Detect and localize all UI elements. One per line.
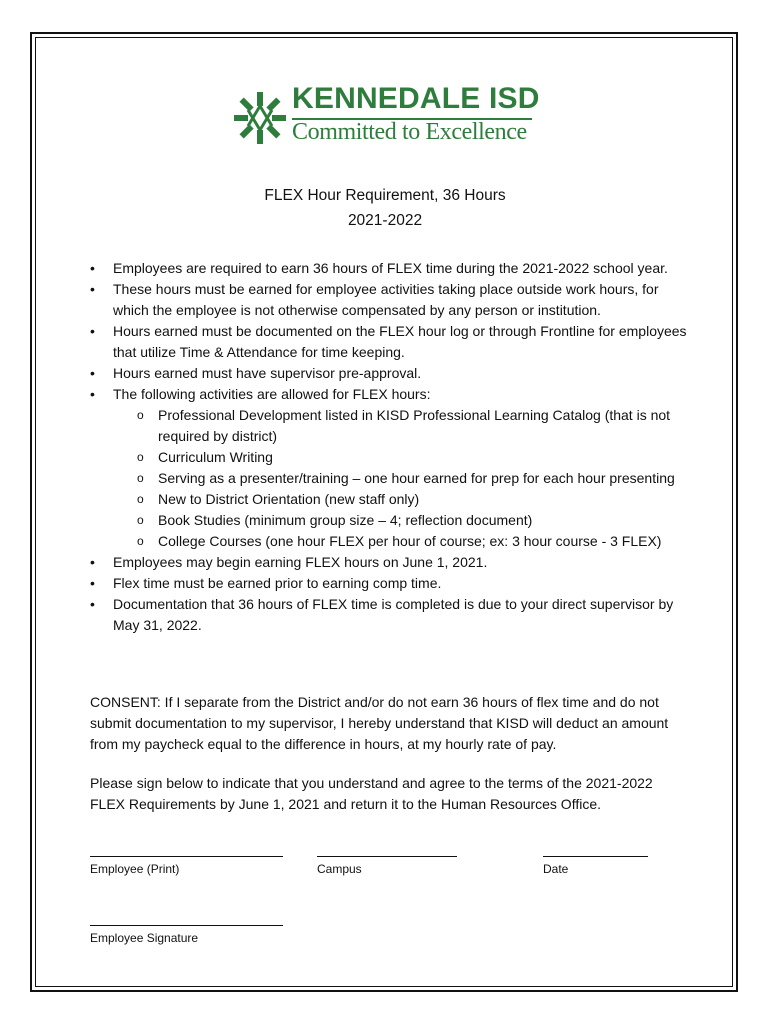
- employee-print-label: Employee (Print): [90, 862, 180, 876]
- district-emblem-icon: [234, 84, 286, 148]
- list-item: • Hours earned must be documented on the FLEX hour log or through Frontline for employees that utilize Time & Attendance for time keeping.: [88, 321, 688, 363]
- district-tagline: Committed to Excellence: [292, 119, 527, 145]
- list-item: • These hours must be earned for employee activities taking place outside work hours, for which the employee is not otherwise compensated by any person or institution.: [88, 279, 688, 321]
- employee-signature-label: Employee Signature: [90, 931, 199, 945]
- sub-list-item: o Curriculum Writing: [113, 447, 688, 468]
- sub-list-item: o College Courses (one hour FLEX per hour of course; ex: 3 hour course - 3 FLEX): [113, 531, 688, 552]
- sub-list-item: o Professional Development listed in KISD Professional Learning Catalog (that is not required by district): [113, 405, 688, 447]
- consent-paragraph: CONSENT: If I separate from the District and/or do not earn 36 hours of flex time and do not submit documentation to my supervisor, I hereby understand that KISD will deduct an amount from my paycheck equal to the difference in hours, at my hourly rate of pay.: [90, 694, 669, 752]
- requirements-list: [88, 258, 688, 636]
- list-item: • Employees are required to earn 36 hours of FLEX time during the 2021-2022 school year.: [88, 258, 688, 279]
- employee-signature-line[interactable]: [90, 925, 283, 926]
- sub-list-item: o Serving as a presenter/training – one hour earned for prep for each hour presenting: [113, 468, 688, 489]
- date-label: Date: [543, 862, 569, 876]
- document-title: FLEX Hour Requirement, 36 Hours: [264, 187, 506, 204]
- document-year: 2021-2022: [347, 212, 423, 229]
- date-line[interactable]: [543, 856, 648, 857]
- district-logo: [234, 82, 540, 152]
- campus-line[interactable]: [317, 856, 457, 857]
- list-item: • Hours earned must have supervisor pre-approval.: [88, 363, 688, 384]
- campus-label: Campus: [317, 862, 362, 876]
- sub-list-item: o New to District Orientation (new staff only): [113, 489, 688, 510]
- list-item: • The following activities are allowed for FLEX hours:: [88, 384, 688, 405]
- district-name: KENNEDALE ISD: [292, 82, 540, 115]
- list-item: • Flex time must be earned prior to earning comp time.: [88, 573, 688, 594]
- sub-list-item: o Book Studies (minimum group size – 4; reflection document): [113, 510, 688, 531]
- sign-instruction-paragraph: Please sign below to indicate that you understand and agree to the terms of the 2021-2022 FLEX Requirements by June 1, 2021 and return it to the Human Resources Office.: [90, 775, 653, 812]
- list-item: • Documentation that 36 hours of FLEX time is completed is due to your direct supervisor by May 31, 2022.: [88, 594, 688, 636]
- allowed-activities-list: [88, 405, 688, 552]
- employee-print-line[interactable]: [90, 856, 283, 857]
- list-item: • Employees may begin earning FLEX hours on June 1, 2021.: [88, 552, 688, 573]
